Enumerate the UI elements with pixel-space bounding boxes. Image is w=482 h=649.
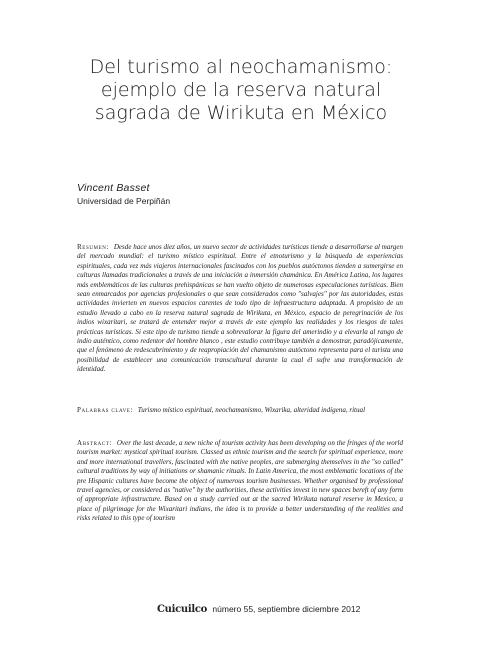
abstract-label: Abstract:: [77, 439, 112, 447]
resumen-text: Desde hace unos diez años, un nuevo sector de actividades turísticas tiende a desarrollarse al margen del mercado mundial: el turismo místico espiritual. Entre el etnoturismo y la búsqueda de experiencias espirituales, cada vez más viajeros internacionales fascinados con los pueblos autóctonos tienden a sumergirse en culturas llamadas tradicionales a través de una iniciación a inmersión chamánica. En América Latina, los lugares más emblemáticos de las culturas prehispánicas se han vuelto objeto de numerosas especulaciones turísticas. Bien sean enmarcados por agencias profesionales o que sean considerados como "salvajes" por las autoridades, estas actividades invierten en nuevos espacios carentes de todo tipo de infraestructura adaptada. A propósito de un estudio llevado a cabo en la reserva natural sagrada de Wirikuta, en México, espacio de peregrinación de los indios wixaritari, se tratará de entender mejor a través de este ejemplo las realidades y los riesgos de tales prácticas turísticas. Si este tipo de turismo tiende a sobrevalorar la figura del amerindio y a elevarla al rango de indio auténtico, como redentor del hombre blanco , este estudio contribuye también a demostrar, paradójicamente, que el fenómeno de redescubrimiento y de reapropiación del chamanismo autóctono representa para el turista una posibilidad de establecer una comunicación transcultural durante la cual él sufre una transformación de identidad.: [77, 243, 404, 374]
keywords-text: Turismo místico espiritual, neochamanismo, Wixarika, alteridad indígena, ritual: [137, 406, 366, 414]
title-line-1: Del turismo al neochamanismo:: [89, 56, 393, 78]
article-title: [60, 56, 422, 125]
author-affiliation: Universidad de Perpiñán: [77, 196, 171, 206]
title-line-3: sagrada de Wirikuta en México: [94, 102, 388, 124]
abstract-text: Over the last decade, a new niche of tourism activity has been developing on the fringes of the world tourism market: mystical spiritual tourism. Classed as ethnic tourism and the search for spiritual experience, more and more international travellers, fascinated with the native peoples, are submerging themselves in the "so called" cultural traditions by way of initiations or shamanic rituals. In Latin America, the most emblematic locations of the pre Hispanic cultures have become the object of numerous tourism businesses. Whether organised by professional travel agencies, or considered as "native" by the authorities, these activities invest in new spaces bereft of any form of appropriate infrastructure. Based on a study carried out at the sacred Wirikuta natural reserve in Mexico, a place of pilgrimage for the Wixaritari indians, the idea is to provide a better understanding of the realities and risks related to this type of tourism: [77, 439, 403, 523]
keywords-label: Palabras clave:: [77, 406, 133, 414]
resumen-section: [77, 243, 403, 375]
title-line-2: ejemplo de la reserva natural: [100, 79, 382, 101]
journal-logo: Cuicuilco: [157, 604, 208, 615]
issue-info: número 55, septiembre diciembre 2012: [212, 604, 361, 614]
keywords-section: [77, 406, 403, 415]
author-name: Vincent Basset: [77, 182, 150, 194]
page-footer: [157, 604, 360, 615]
abstract-section: [77, 439, 403, 524]
resumen-label: Resumen:: [77, 243, 110, 251]
